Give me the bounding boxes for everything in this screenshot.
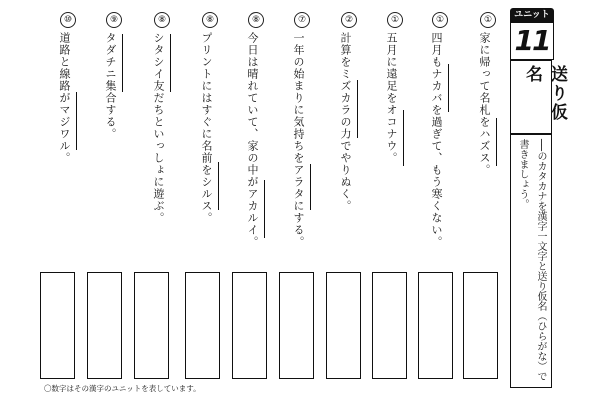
question-4 (335, 12, 363, 262)
question-2 (426, 12, 454, 262)
answer-box-2[interactable] (418, 272, 453, 379)
question-unit-number: ⑧ (202, 12, 218, 28)
unit-number: 11 (510, 22, 554, 60)
answer-box-6[interactable] (232, 272, 267, 379)
question-text: 五月に遠足をオコナウ。 (385, 32, 398, 164)
instructions-box (510, 134, 552, 388)
instructions-text: ──のカタカナを漢字一文字と送り仮名（ひらがな）で書きましょう。 (517, 139, 546, 382)
answer-underline (496, 118, 497, 166)
question-text: 道路と線路がマジワル。 (58, 32, 71, 164)
unit-label: ユニット (510, 8, 554, 22)
answer-box-3[interactable] (372, 272, 407, 379)
question-text: プリントにはすぐに名前をシルス。 (200, 32, 213, 224)
footer-note: 〇数字はその漢字のユニットを表しています。 (44, 384, 201, 393)
question-unit-number: ⑩ (60, 12, 76, 28)
question-6 (242, 12, 270, 262)
question-unit-number: ② (341, 12, 357, 28)
question-unit-number: ① (432, 12, 448, 28)
answer-underline (170, 34, 171, 92)
question-text: 家に帰って名札をハズス。 (478, 32, 491, 176)
answer-box-4[interactable] (326, 272, 361, 379)
answer-underline (218, 162, 219, 210)
question-1 (474, 12, 502, 262)
answer-box-8[interactable] (134, 272, 169, 379)
answer-box-5[interactable] (279, 272, 314, 379)
question-9 (100, 12, 128, 262)
answer-underline (357, 80, 358, 138)
answer-underline (76, 92, 77, 150)
question-unit-number: ⑧ (248, 12, 264, 28)
worksheet-title: 送り仮名 (522, 65, 567, 122)
answer-underline (403, 110, 404, 166)
question-unit-number: ⑧ (154, 12, 170, 28)
answer-box-7[interactable] (185, 272, 220, 379)
question-text: 計算をミズカラの力でやりぬく。 (339, 32, 352, 212)
question-3 (381, 12, 409, 262)
answer-box-9[interactable] (87, 272, 122, 379)
question-text: シタシイ友だちといっしょに遊ぶ。 (152, 32, 165, 224)
question-8 (148, 12, 176, 262)
question-unit-number: ① (480, 12, 496, 28)
answer-underline (448, 64, 449, 112)
question-5 (288, 12, 316, 262)
title-box (510, 60, 567, 134)
question-unit-number: ① (387, 12, 403, 28)
answer-underline (264, 180, 265, 238)
question-7 (196, 12, 224, 262)
question-unit-number: ⑨ (106, 12, 122, 28)
question-text: 今日は晴れていて、家の中がアカルイ。 (246, 32, 259, 248)
question-text: 四月もナカバを過ぎて、もう寒くない。 (430, 32, 443, 248)
answer-underline (310, 164, 311, 210)
unit-panel (510, 8, 567, 382)
answer-underline (122, 34, 123, 92)
question-10 (54, 12, 82, 262)
answer-box-1[interactable] (463, 272, 498, 379)
answer-box-10[interactable] (40, 272, 75, 379)
question-unit-number: ⑦ (294, 12, 310, 28)
question-text: タダチニ集合する。 (104, 32, 117, 140)
question-text: 一年の始まりに気持ちをアラタにする。 (292, 32, 305, 248)
